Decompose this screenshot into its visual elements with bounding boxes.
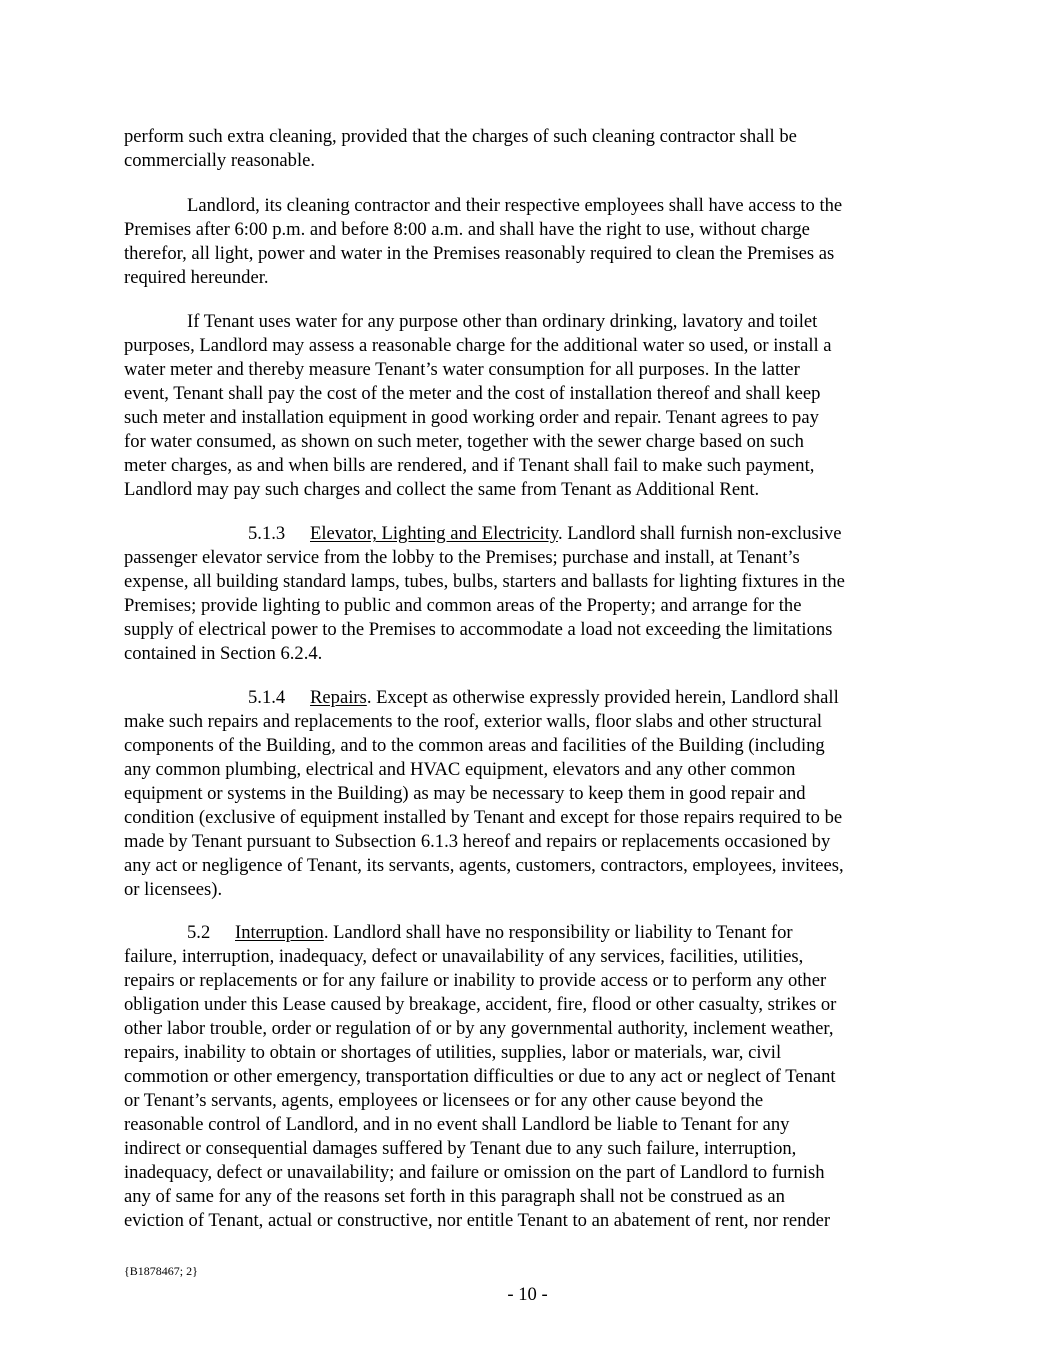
text-line: or licensees). [124,879,223,900]
section-first-line [248,686,839,710]
text-line: equipment or systems in the Building) as may be necessary to keep them in good repair and [124,783,806,804]
text-line: perform such extra cleaning, provided that the charges of such cleaning contractor shall be [124,126,797,147]
section-number: 5.2 [187,922,211,943]
text-line: failure, interruption, inadequacy, defect or unavailability of any services, facilities, utilities, [124,946,804,967]
text-line: commercially reasonable. [124,150,316,171]
text-line: inadequacy, defect or unavailability; and failure or omission on the part of Landlord to furnish [124,1162,825,1183]
text-line: meter charges, as and when bills are rendered, and if Tenant shall fail to make such payment, [124,455,815,476]
text-line: reasonable control of Landlord, and in no event shall Landlord be liable to Tenant for any [124,1114,790,1135]
text-line: any act or negligence of Tenant, its servants, agents, customers, contractors, employees, invitees, [124,855,844,876]
text-line: obligation under this Lease caused by breakage, accident, fire, flood or other casualty, strikes or [124,994,837,1015]
section-first-line [187,921,793,945]
text-line: contained in Section 6.2.4. [124,643,323,664]
text-line: components of the Building, and to the common areas and facilities of the Building (including [124,735,825,756]
text-line: passenger elevator service from the lobby to the Premises; purchase and install, at Tenant’s [124,547,800,568]
section-heading: Repairs [310,687,367,708]
text-line: required hereunder. [124,267,269,288]
text-line: indirect or consequential damages suffered by Tenant due to any such failure, interruption, [124,1138,797,1159]
text-line: Premises after 6:00 p.m. and before 8:00 a.m. and shall have the right to use, without charge [124,219,810,240]
page-number: - 10 - [507,1284,548,1305]
text-line: or Tenant’s servants, agents, employees or licensees or for any other cause beyond the [124,1090,764,1111]
text-line: event, Tenant shall pay the cost of the meter and the cost of installation thereof and shall keep [124,383,821,404]
text-line: water meter and thereby measure Tenant’s water consumption for all purposes. In the latter [124,359,800,380]
text-line: supply of electrical power to the Premises to accommodate a load not exceeding the limitations [124,619,833,640]
section-heading: Interruption [235,922,324,943]
text-line: such meter and installation equipment in good working order and repair. Tenant agrees to pay [124,407,819,428]
text-line: Premises; provide lighting to public and common areas of the Property; and arrange for the [124,595,802,616]
text-line: for water consumed, as shown on such meter, together with the sewer charge based on such [124,431,804,452]
section-number: 5.1.4 [248,687,286,708]
text-line: eviction of Tenant, actual or constructive, nor entitle Tenant to an abatement of rent, nor render [124,1210,831,1231]
text-line: repairs, inability to obtain or shortages of utilities, supplies, labor or materials, war, civil [124,1042,782,1063]
text-line: therefor, all light, power and water in the Premises reasonably required to clean the Premises as [124,243,835,264]
text-line: expense, all building standard lamps, tubes, bulbs, starters and ballasts for lighting fixtures in the [124,571,845,592]
text-line: make such repairs and replacements to the roof, exterior walls, floor slabs and other structural [124,711,823,732]
text-line: Landlord may pay such charges and collect the same from Tenant as Additional Rent. [124,479,760,500]
text-line: commotion or other emergency, transportation difficulties or due to any act or neglect of Tenant [124,1066,836,1087]
text-line: other labor trouble, order or regulation of or by any governmental authority, inclement weather, [124,1018,834,1039]
section-first-line [248,522,841,546]
section-text: . Landlord shall furnish non-exclusive [557,523,842,544]
section-text: . Except as otherwise expressly provided herein, Landlord shall [366,687,839,708]
text-line: If Tenant uses water for any purpose other than ordinary drinking, lavatory and toilet [187,311,818,332]
text-line: repairs or replacements or for any failure or inability to provide access or to perform any other [124,970,827,991]
text-line: Landlord, its cleaning contractor and their respective employees shall have access to the [187,195,843,216]
section-text: . Landlord shall have no responsibility or liability to Tenant for [323,922,793,943]
section-number: 5.1.3 [248,523,286,544]
document-id: {B1878467; 2} [124,1264,198,1278]
text-line: condition (exclusive of equipment installed by Tenant and except for those repairs required to be [124,807,843,828]
text-line: purposes, Landlord may assess a reasonable charge for the additional water so used, or install a [124,335,832,356]
text-line: any of same for any of the reasons set forth in this paragraph shall not be construed as an [124,1186,785,1207]
text-line: any common plumbing, electrical and HVAC equipment, elevators and any other common [124,759,796,780]
section-heading: Elevator, Lighting and Electricity [310,523,558,544]
text-line: made by Tenant pursuant to Subsection 6.1.3 hereof and repairs or replacements occasioned by [124,831,831,852]
